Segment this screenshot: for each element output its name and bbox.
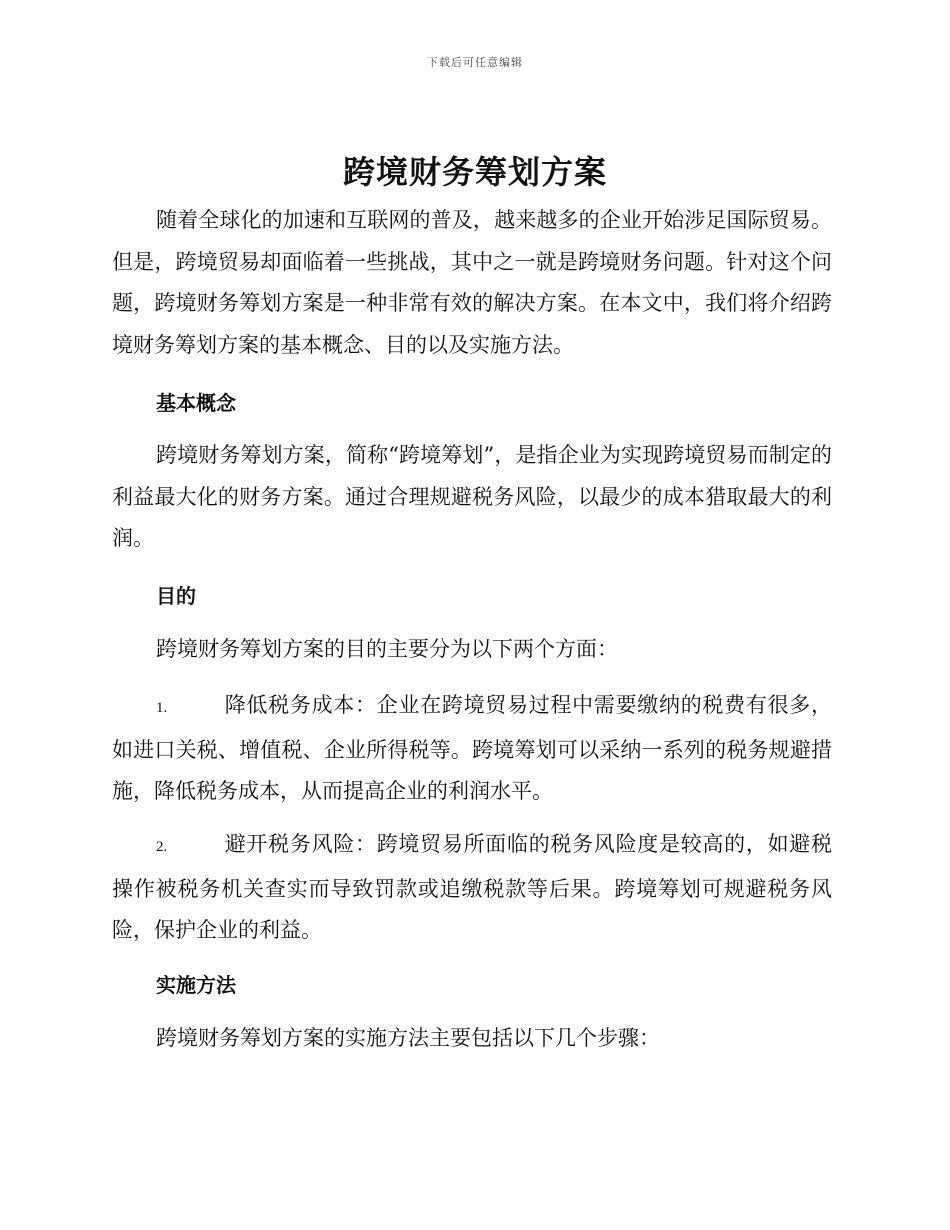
intro-paragraph: 随着全球化的加速和互联网的普及，越来越多的企业开始涉足国际贸易。但是，跨境贸易却面临着一些挑战，其中之一就是跨境财务问题。针对这个问题，跨境财务筹划方案是一种非常有效的解决方案。在本文中，我们将介绍跨境财务筹划方案的基本概念、目的以及实施方法。 bbox=[112, 208, 832, 357]
list-item bbox=[112, 685, 832, 813]
document-title: 跨境财务筹划方案 bbox=[342, 153, 607, 191]
list-item bbox=[112, 824, 832, 952]
heading-purpose: 目的 bbox=[156, 584, 196, 608]
concept-paragraph: 跨境财务筹划方案，简称“跨境筹划”，是指企业为实现跨境贸易而制定的利益最大化的财务方案。通过合理规避税务风险，以最少的成本猎取最大的利润。 bbox=[112, 443, 832, 550]
header-note: 下载后可任意编辑 bbox=[427, 56, 523, 69]
method-paragraph: 跨境财务筹划方案的实施方法主要包括以下几个步骤： bbox=[156, 1026, 660, 1050]
list-item-number: 2. bbox=[156, 839, 168, 855]
heading-concept: 基本概念 bbox=[156, 391, 236, 415]
list-item-text: 降低税务成本：企业在跨境贸易过程中需要缴纳的税费有很多，如进口关税、增值税、企业所得税等。跨境筹划可以采纳一系列的税务规避措施，降低税务成本，从而提高企业的利润水平。 bbox=[112, 693, 832, 803]
list-item-text: 避开税务风险：跨境贸易所面临的税务风险度是较高的，如避税操作被税务机关查实而导致罚款或追缴税款等后果。跨境筹划可规避税务风险，保护企业的利益。 bbox=[112, 832, 832, 942]
heading-method: 实施方法 bbox=[156, 973, 236, 997]
purpose-intro-paragraph: 跨境财务筹划方案的目的主要分为以下两个方面： bbox=[156, 637, 618, 661]
list-item-number: 1. bbox=[156, 700, 168, 716]
